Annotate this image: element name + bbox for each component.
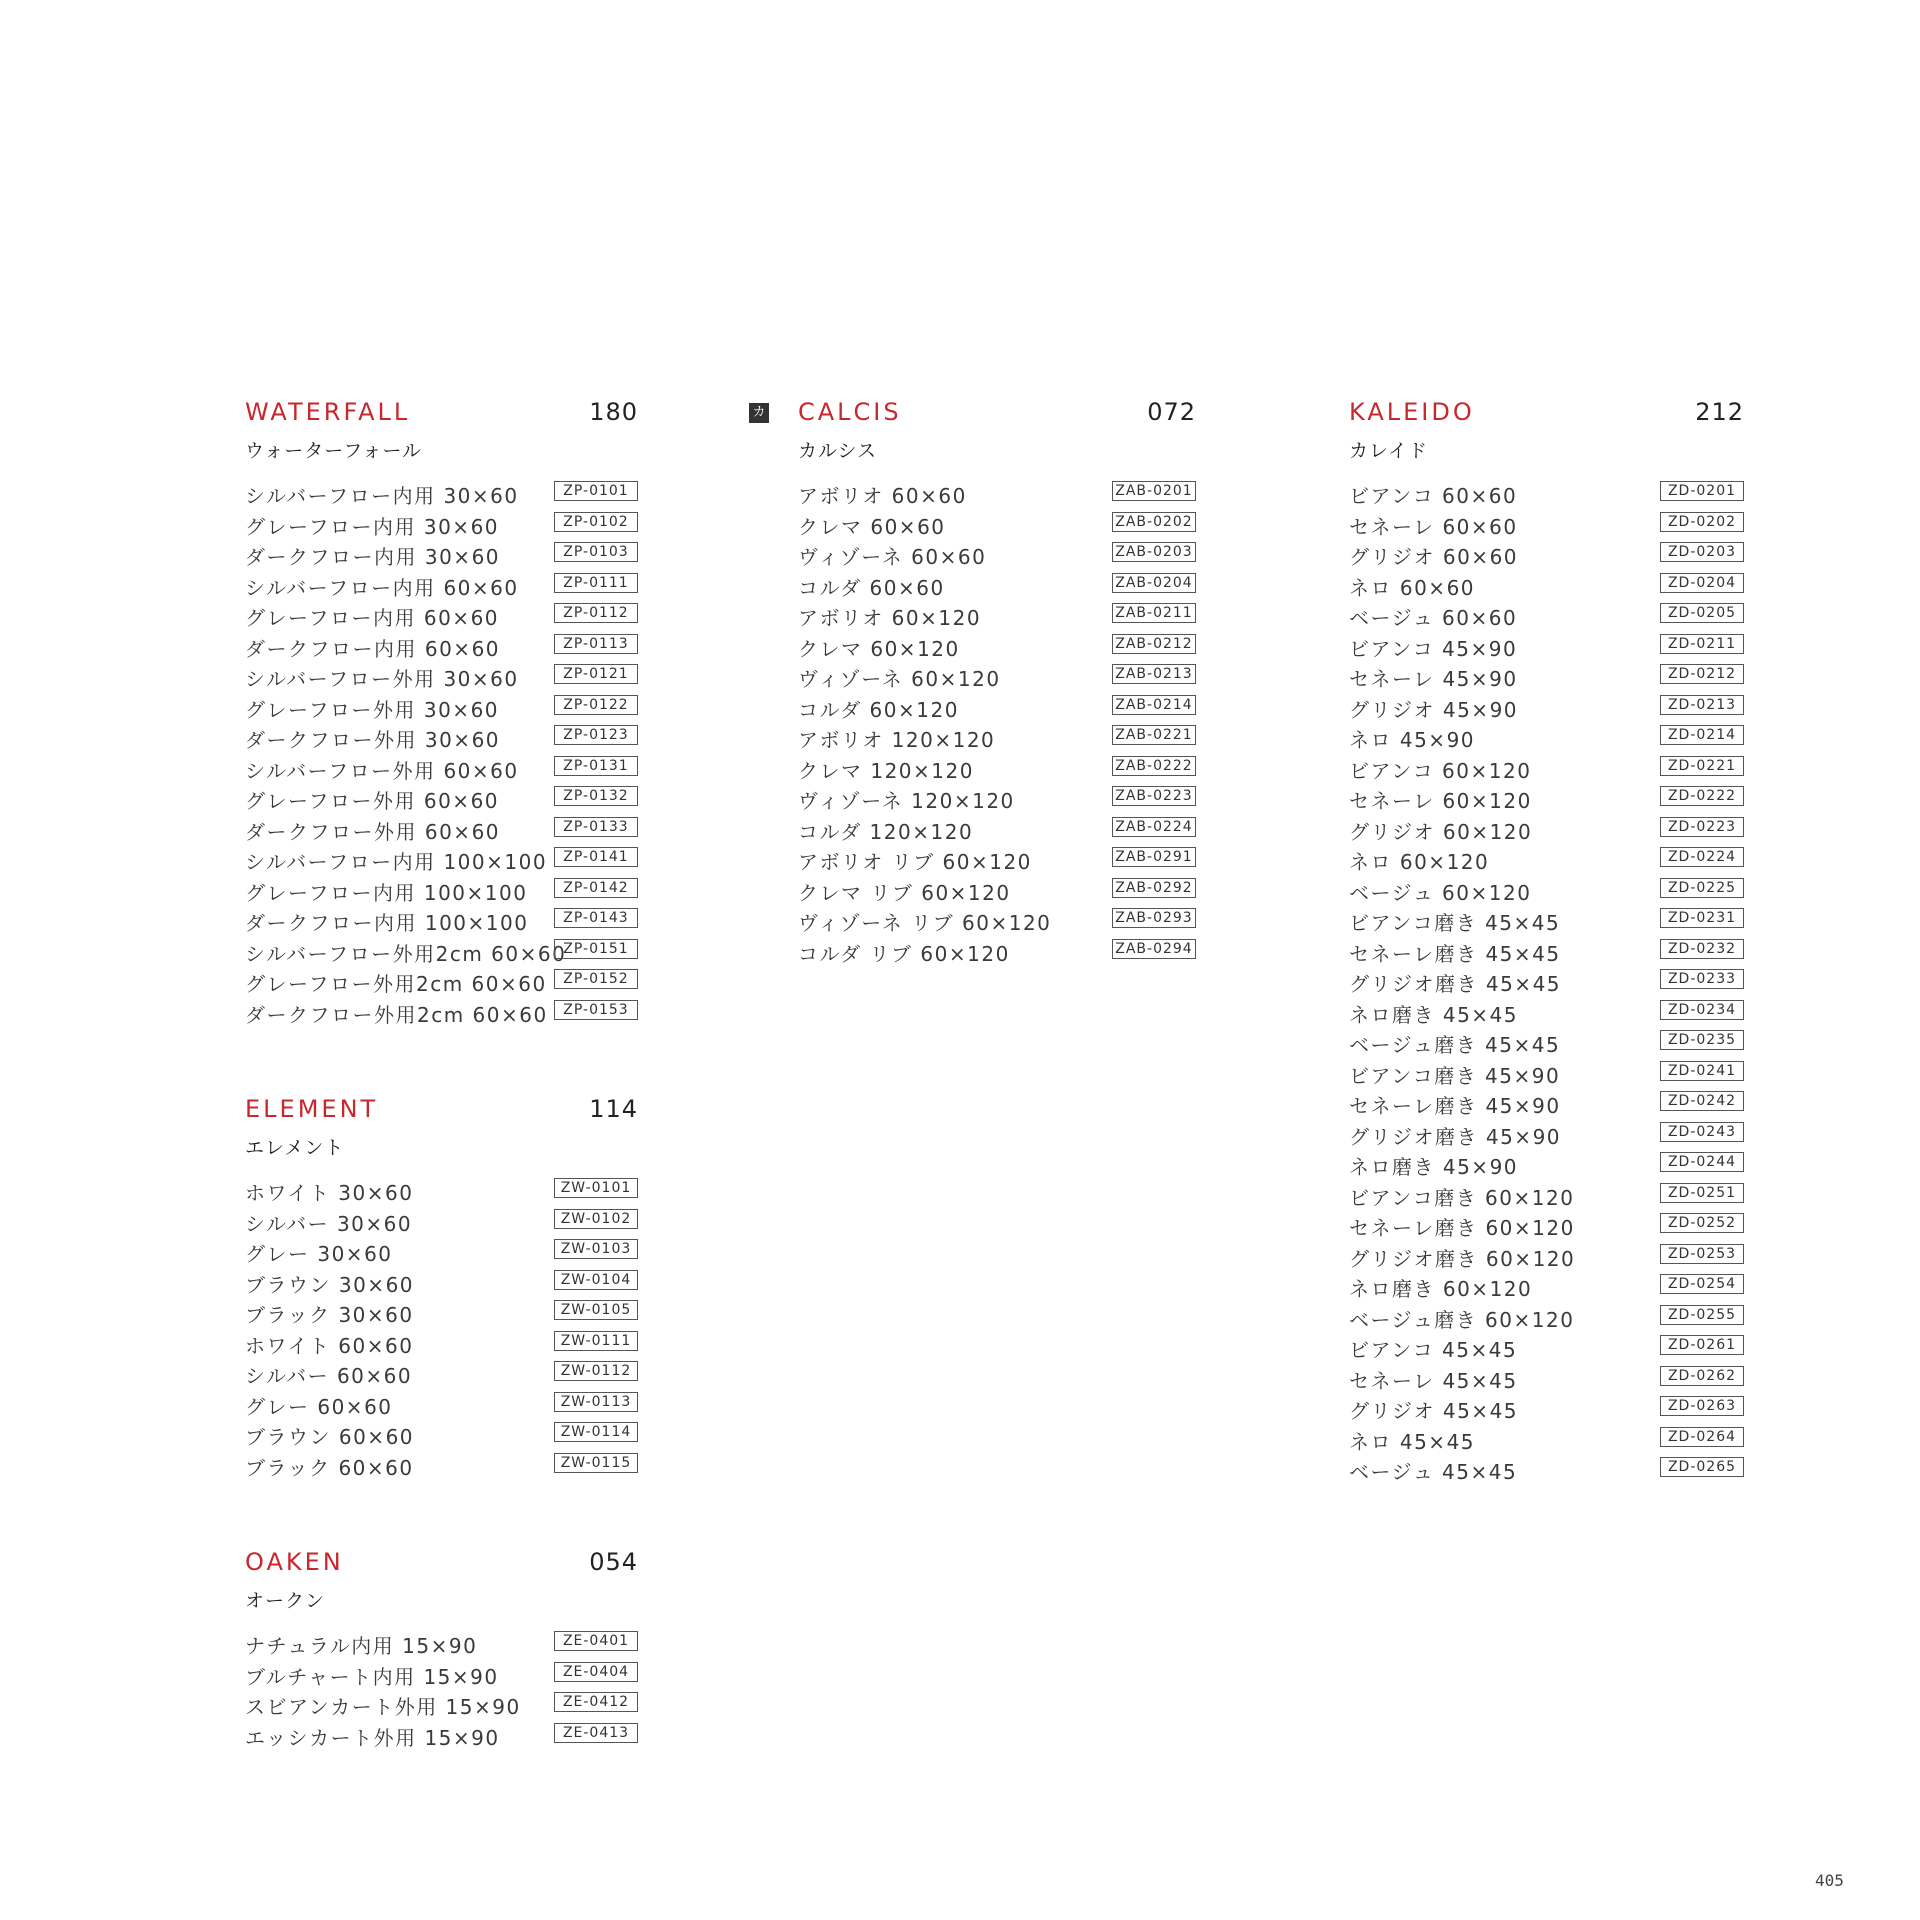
product-name: アボリオ リブ 60×120 xyxy=(798,850,1032,874)
product-row xyxy=(245,1236,638,1267)
product-row xyxy=(245,1419,638,1450)
product-row xyxy=(1349,1424,1744,1455)
product-code-box: ZD-0265 xyxy=(1660,1457,1744,1477)
product-name: クレマ リブ 60×120 xyxy=(798,880,1011,905)
product-code-box: ZAB-0223 xyxy=(1112,786,1196,806)
product-code-box: ZD-0204 xyxy=(1660,573,1744,593)
product-code-box: ZD-0205 xyxy=(1660,603,1744,623)
product-row xyxy=(245,600,638,631)
product-name: セネーレ 60×120 xyxy=(1349,789,1532,813)
product-row xyxy=(1349,1271,1744,1302)
series-kana-name: エレメント xyxy=(245,1137,345,1159)
product-row xyxy=(245,661,638,692)
product-code-box: ZE-0401 xyxy=(554,1631,638,1651)
page-number: 405 xyxy=(1815,1871,1844,1890)
product-code-box: ZW-0105 xyxy=(554,1300,638,1320)
product-code-box: ZW-0111 xyxy=(554,1331,638,1351)
product-code-box: ZD-0223 xyxy=(1660,817,1744,837)
product-code-box: ZD-0263 xyxy=(1660,1396,1744,1416)
product-code-box: ZAB-0293 xyxy=(1112,908,1196,928)
product-code-box: ZP-0152 xyxy=(554,969,638,989)
series-name: KALEIDO xyxy=(1349,398,1475,426)
product-row xyxy=(245,1450,638,1481)
product-code-box: ZW-0101 xyxy=(554,1178,638,1198)
product-code-box: ZP-0103 xyxy=(554,542,638,562)
section-header xyxy=(798,398,1196,432)
product-code-box: ZP-0112 xyxy=(554,603,638,623)
section-header xyxy=(245,398,638,432)
product-row xyxy=(1349,1180,1744,1211)
product-code-box: ZW-0103 xyxy=(554,1239,638,1259)
product-name: グレーフロー内用 60×60 xyxy=(245,606,500,630)
product-name: ベージュ 60×60 xyxy=(1349,606,1518,630)
product-row xyxy=(1349,1302,1744,1333)
product-code-box: ZD-0233 xyxy=(1660,969,1744,989)
product-section xyxy=(245,1095,638,1480)
product-row xyxy=(245,1659,638,1690)
product-name: グリジオ磨き 45×45 xyxy=(1349,972,1562,996)
product-code-box: ZAB-0213 xyxy=(1112,664,1196,684)
product-row xyxy=(798,692,1196,723)
product-code-box: ZD-0252 xyxy=(1660,1213,1744,1233)
series-page-number: 072 xyxy=(1147,398,1196,426)
product-row xyxy=(798,478,1196,509)
product-code-box: ZAB-0291 xyxy=(1112,847,1196,867)
product-name: ネロ磨き 45×45 xyxy=(1349,1002,1519,1027)
product-row xyxy=(245,1358,638,1389)
product-code-box: ZP-0142 xyxy=(554,878,638,898)
product-name: クレマ 60×120 xyxy=(798,636,960,661)
product-name: コルダ 120×120 xyxy=(798,819,974,844)
product-name: ホワイト 30×60 xyxy=(245,1181,414,1205)
product-name: グレーフロー内用 30×60 xyxy=(245,514,500,539)
product-code-box: ZD-0253 xyxy=(1660,1244,1744,1264)
product-row xyxy=(1349,783,1744,814)
section-header xyxy=(245,1548,638,1582)
product-name: ブラック 30×60 xyxy=(245,1303,414,1327)
product-row xyxy=(1349,570,1744,601)
product-name: ネロ磨き 45×90 xyxy=(1349,1155,1519,1179)
product-name: グレーフロー外用 60×60 xyxy=(245,789,500,813)
product-name: ヴィゾーネ 120×120 xyxy=(798,789,1015,813)
product-code-box: ZP-0113 xyxy=(554,634,638,654)
product-code-box: ZW-0112 xyxy=(554,1361,638,1381)
product-code-box: ZAB-0201 xyxy=(1112,481,1196,501)
product-name: ビアンコ 45×90 xyxy=(1349,636,1518,661)
product-code-box: ZD-0224 xyxy=(1660,847,1744,867)
product-code-box: ZW-0114 xyxy=(554,1422,638,1442)
product-row xyxy=(1349,814,1744,845)
product-code-box: ZP-0123 xyxy=(554,725,638,745)
series-page-number: 114 xyxy=(589,1095,638,1123)
column-middle xyxy=(798,398,1196,1034)
series-name: ELEMENT xyxy=(245,1095,379,1123)
product-name: シルバーフロー外用 60×60 xyxy=(245,758,519,783)
product-name: クレマ 120×120 xyxy=(798,758,974,783)
product-code-box: ZAB-0221 xyxy=(1112,725,1196,745)
product-name: ブラック 60×60 xyxy=(245,1455,414,1480)
product-name: ホワイト 60×60 xyxy=(245,1333,414,1358)
product-row xyxy=(245,753,638,784)
product-row xyxy=(1349,631,1744,662)
product-name: ネロ 60×120 xyxy=(1349,850,1490,874)
product-name: ヴィゾーネ 60×120 xyxy=(798,667,1001,691)
product-name: スビアンカート外用 15×90 xyxy=(245,1695,521,1719)
product-row xyxy=(245,844,638,875)
product-row xyxy=(245,509,638,540)
product-row xyxy=(798,539,1196,570)
product-row xyxy=(1349,478,1744,509)
product-code-box: ZAB-0204 xyxy=(1112,573,1196,593)
product-row xyxy=(245,539,638,570)
product-name: セネーレ 45×90 xyxy=(1349,667,1518,691)
product-row xyxy=(245,1328,638,1359)
product-row xyxy=(245,1267,638,1298)
product-name: ビアンコ磨き 45×90 xyxy=(1349,1063,1561,1088)
product-code-box: ZE-0412 xyxy=(554,1692,638,1712)
product-name: セネーレ 60×60 xyxy=(1349,514,1518,539)
product-code-box: ZP-0153 xyxy=(554,1000,638,1020)
product-row xyxy=(1349,1332,1744,1363)
series-kana-name: オークン xyxy=(245,1590,326,1612)
product-code-box: ZD-0232 xyxy=(1660,939,1744,959)
product-code-box: ZD-0225 xyxy=(1660,878,1744,898)
product-name: グレー 30×60 xyxy=(245,1242,393,1266)
product-name: ネロ 45×45 xyxy=(1349,1429,1476,1454)
product-row xyxy=(1349,997,1744,1028)
product-row xyxy=(245,1628,638,1659)
product-code-box: ZD-0234 xyxy=(1660,1000,1744,1020)
product-code-box: ZP-0133 xyxy=(554,817,638,837)
product-name: シルバーフロー内用 100×100 xyxy=(245,850,548,874)
product-row xyxy=(1349,1454,1744,1485)
product-section xyxy=(245,398,638,1027)
kana-index-badge: カ xyxy=(749,403,769,423)
product-name: グリジオ磨き 45×90 xyxy=(1349,1124,1562,1149)
product-name: コルダ リブ 60×120 xyxy=(798,941,1010,966)
product-row xyxy=(245,1297,638,1328)
product-row xyxy=(798,814,1196,845)
product-code-box: ZD-0241 xyxy=(1660,1061,1744,1081)
product-name: ブラウン 30×60 xyxy=(245,1272,415,1297)
product-code-box: ZD-0203 xyxy=(1660,542,1744,562)
product-row xyxy=(245,875,638,906)
product-code-box: ZW-0113 xyxy=(554,1392,638,1412)
product-row xyxy=(798,570,1196,601)
product-name: クレマ 60×60 xyxy=(798,514,946,539)
product-row xyxy=(798,722,1196,753)
product-name: ビアンコ 60×60 xyxy=(1349,484,1518,508)
product-name: ヴィゾーネ リブ 60×120 xyxy=(798,911,1052,935)
product-row xyxy=(1349,722,1744,753)
product-code-box: ZAB-0292 xyxy=(1112,878,1196,898)
product-row xyxy=(1349,844,1744,875)
product-row xyxy=(245,1175,638,1206)
product-row xyxy=(1349,1241,1744,1272)
product-name: ブルチャート内用 15×90 xyxy=(245,1664,499,1689)
product-row xyxy=(1349,753,1744,784)
product-name: エッシカート外用 15×90 xyxy=(245,1725,500,1750)
product-row xyxy=(245,1206,638,1237)
product-row xyxy=(1349,1058,1744,1089)
product-name: ベージュ磨き 45×45 xyxy=(1349,1033,1561,1057)
product-code-box: ZD-0254 xyxy=(1660,1274,1744,1294)
product-row xyxy=(245,478,638,509)
product-name: ダークフロー外用 30×60 xyxy=(245,728,501,752)
product-row xyxy=(1349,1363,1744,1394)
product-row xyxy=(1349,936,1744,967)
product-row xyxy=(1349,539,1744,570)
product-code-box: ZD-0235 xyxy=(1660,1030,1744,1050)
product-row xyxy=(1349,509,1744,540)
product-code-box: ZP-0143 xyxy=(554,908,638,928)
product-row xyxy=(1349,1393,1744,1424)
product-code-box: ZP-0122 xyxy=(554,695,638,715)
product-row xyxy=(245,783,638,814)
section-header xyxy=(1349,398,1744,432)
product-row xyxy=(245,936,638,967)
product-row xyxy=(798,600,1196,631)
product-name: ビアンコ 60×120 xyxy=(1349,758,1532,783)
product-name: セネーレ磨き 45×90 xyxy=(1349,1094,1561,1118)
product-code-box: ZD-0231 xyxy=(1660,908,1744,928)
product-code-box: ZD-0243 xyxy=(1660,1122,1744,1142)
product-row xyxy=(1349,966,1744,997)
product-code-box: ZW-0104 xyxy=(554,1270,638,1290)
product-code-box: ZD-0202 xyxy=(1660,512,1744,532)
series-page-number: 180 xyxy=(589,398,638,426)
product-name: アボリオ 120×120 xyxy=(798,728,996,752)
product-row xyxy=(245,1720,638,1751)
product-row xyxy=(1349,875,1744,906)
product-name: ダークフロー内用 100×100 xyxy=(245,911,529,935)
product-row xyxy=(1349,1149,1744,1180)
product-row xyxy=(245,722,638,753)
product-code-box: ZD-0262 xyxy=(1660,1366,1744,1386)
product-name: グリジオ 45×90 xyxy=(1349,697,1519,722)
product-name: グレーフロー外用2cm 60×60 xyxy=(245,972,547,996)
product-name: コルダ 60×120 xyxy=(798,697,959,722)
product-name: シルバーフロー外用2cm 60×60 xyxy=(245,941,567,966)
product-code-box: ZP-0132 xyxy=(554,786,638,806)
product-row xyxy=(798,844,1196,875)
product-name: ブラウン 60×60 xyxy=(245,1425,415,1449)
product-name: グリジオ磨き 60×120 xyxy=(1349,1246,1576,1271)
series-page-number: 054 xyxy=(589,1548,638,1576)
product-code-box: ZD-0201 xyxy=(1660,481,1744,501)
product-name: アボリオ 60×60 xyxy=(798,484,967,508)
product-name: ベージュ 45×45 xyxy=(1349,1460,1518,1484)
product-code-box: ZD-0264 xyxy=(1660,1427,1744,1447)
product-name: ビアンコ磨き 45×45 xyxy=(1349,911,1561,935)
product-name: ダークフロー外用2cm 60×60 xyxy=(245,1002,548,1027)
product-code-box: ZP-0121 xyxy=(554,664,638,684)
product-code-box: ZAB-0203 xyxy=(1112,542,1196,562)
product-name: セネーレ 45×45 xyxy=(1349,1368,1518,1393)
product-name: セネーレ磨き 45×45 xyxy=(1349,941,1561,966)
product-name: コルダ 60×60 xyxy=(798,575,945,600)
product-code-box: ZAB-0202 xyxy=(1112,512,1196,532)
product-code-box: ZD-0244 xyxy=(1660,1152,1744,1172)
product-row xyxy=(1349,905,1744,936)
product-name: ベージュ磨き 60×120 xyxy=(1349,1307,1575,1332)
product-code-box: ZD-0212 xyxy=(1660,664,1744,684)
product-row xyxy=(245,631,638,662)
product-name: ネロ 60×60 xyxy=(1349,575,1476,600)
product-code-box: ZD-0214 xyxy=(1660,725,1744,745)
product-code-box: ZAB-0294 xyxy=(1112,939,1196,959)
product-code-box: ZD-0242 xyxy=(1660,1091,1744,1111)
product-name: ダークフロー内用 60×60 xyxy=(245,636,501,661)
product-name: シルバー 30×60 xyxy=(245,1211,413,1236)
product-code-box: ZP-0151 xyxy=(554,939,638,959)
product-row xyxy=(245,1389,638,1420)
series-kana-name: カレイド xyxy=(1349,440,1429,462)
product-row xyxy=(1349,1210,1744,1241)
product-code-box: ZD-0213 xyxy=(1660,695,1744,715)
product-name: ベージュ 60×120 xyxy=(1349,880,1532,905)
product-name: グリジオ 60×120 xyxy=(1349,819,1533,844)
series-name: CALCIS xyxy=(798,398,902,426)
product-row xyxy=(1349,1119,1744,1150)
product-code-box: ZE-0413 xyxy=(554,1723,638,1743)
product-name: シルバーフロー外用 30×60 xyxy=(245,667,519,691)
product-row xyxy=(1349,1027,1744,1058)
product-name: グリジオ 45×45 xyxy=(1349,1399,1519,1423)
product-section xyxy=(798,398,1196,966)
product-name: シルバーフロー内用 60×60 xyxy=(245,575,519,600)
product-row xyxy=(245,692,638,723)
product-code-box: ZP-0102 xyxy=(554,512,638,532)
product-code-box: ZD-0221 xyxy=(1660,756,1744,776)
column-right xyxy=(1349,398,1744,1553)
product-code-box: ZW-0115 xyxy=(554,1453,638,1473)
product-row xyxy=(245,814,638,845)
product-row xyxy=(798,631,1196,662)
series-name: OAKEN xyxy=(245,1548,344,1576)
product-code-box: ZAB-0211 xyxy=(1112,603,1196,623)
product-row xyxy=(798,509,1196,540)
product-row xyxy=(798,936,1196,967)
column-left xyxy=(245,398,638,1818)
product-row xyxy=(245,905,638,936)
product-name: ネロ 45×90 xyxy=(1349,728,1476,752)
product-name: ネロ磨き 60×120 xyxy=(1349,1277,1533,1301)
series-kana-name: ウォーターフォール xyxy=(245,440,422,462)
product-code-box: ZP-0141 xyxy=(554,847,638,867)
product-row xyxy=(1349,661,1744,692)
product-code-box: ZAB-0222 xyxy=(1112,756,1196,776)
product-name: ビアンコ磨き 60×120 xyxy=(1349,1185,1575,1210)
series-kana-name: カルシス xyxy=(798,440,877,462)
product-row xyxy=(1349,1088,1744,1119)
product-code-box: ZAB-0214 xyxy=(1112,695,1196,715)
product-name: グレーフロー外用 30×60 xyxy=(245,697,500,722)
product-code-box: ZW-0102 xyxy=(554,1209,638,1229)
product-name: アボリオ 60×120 xyxy=(798,606,982,630)
product-name: グリジオ 60×60 xyxy=(1349,545,1519,569)
product-row xyxy=(798,783,1196,814)
product-name: シルバー 60×60 xyxy=(245,1364,413,1388)
product-name: シルバーフロー内用 30×60 xyxy=(245,484,519,508)
product-code-box: ZP-0101 xyxy=(554,481,638,501)
product-code-box: ZD-0251 xyxy=(1660,1183,1744,1203)
product-row xyxy=(798,661,1196,692)
product-row xyxy=(245,997,638,1028)
product-row xyxy=(798,753,1196,784)
product-code-box: ZD-0222 xyxy=(1660,786,1744,806)
product-code-box: ZP-0111 xyxy=(554,573,638,593)
product-code-box: ZD-0261 xyxy=(1660,1335,1744,1355)
product-section xyxy=(245,1548,638,1750)
product-code-box: ZE-0404 xyxy=(554,1662,638,1682)
product-name: セネーレ磨き 60×120 xyxy=(1349,1216,1575,1240)
product-row xyxy=(798,905,1196,936)
product-code-box: ZD-0255 xyxy=(1660,1305,1744,1325)
product-code-box: ZP-0131 xyxy=(554,756,638,776)
product-row xyxy=(245,966,638,997)
product-row xyxy=(1349,692,1744,723)
product-name: ナチュラル内用 15×90 xyxy=(245,1634,478,1658)
product-code-box: ZAB-0212 xyxy=(1112,634,1196,654)
product-section xyxy=(1349,398,1744,1485)
product-name: ビアンコ 45×45 xyxy=(1349,1338,1518,1362)
series-name: WATERFALL xyxy=(245,398,411,426)
product-row xyxy=(798,875,1196,906)
product-code-box: ZD-0211 xyxy=(1660,634,1744,654)
product-code-box: ZAB-0224 xyxy=(1112,817,1196,837)
product-row xyxy=(245,570,638,601)
product-name: ダークフロー内用 30×60 xyxy=(245,545,501,569)
product-name: ヴィゾーネ 60×60 xyxy=(798,545,987,569)
product-name: ダークフロー外用 60×60 xyxy=(245,819,501,844)
product-row xyxy=(1349,600,1744,631)
series-page-number: 212 xyxy=(1695,398,1744,426)
product-name: グレー 60×60 xyxy=(245,1394,393,1419)
section-header xyxy=(245,1095,638,1129)
product-row xyxy=(245,1689,638,1720)
product-name: グレーフロー内用 100×100 xyxy=(245,880,528,905)
